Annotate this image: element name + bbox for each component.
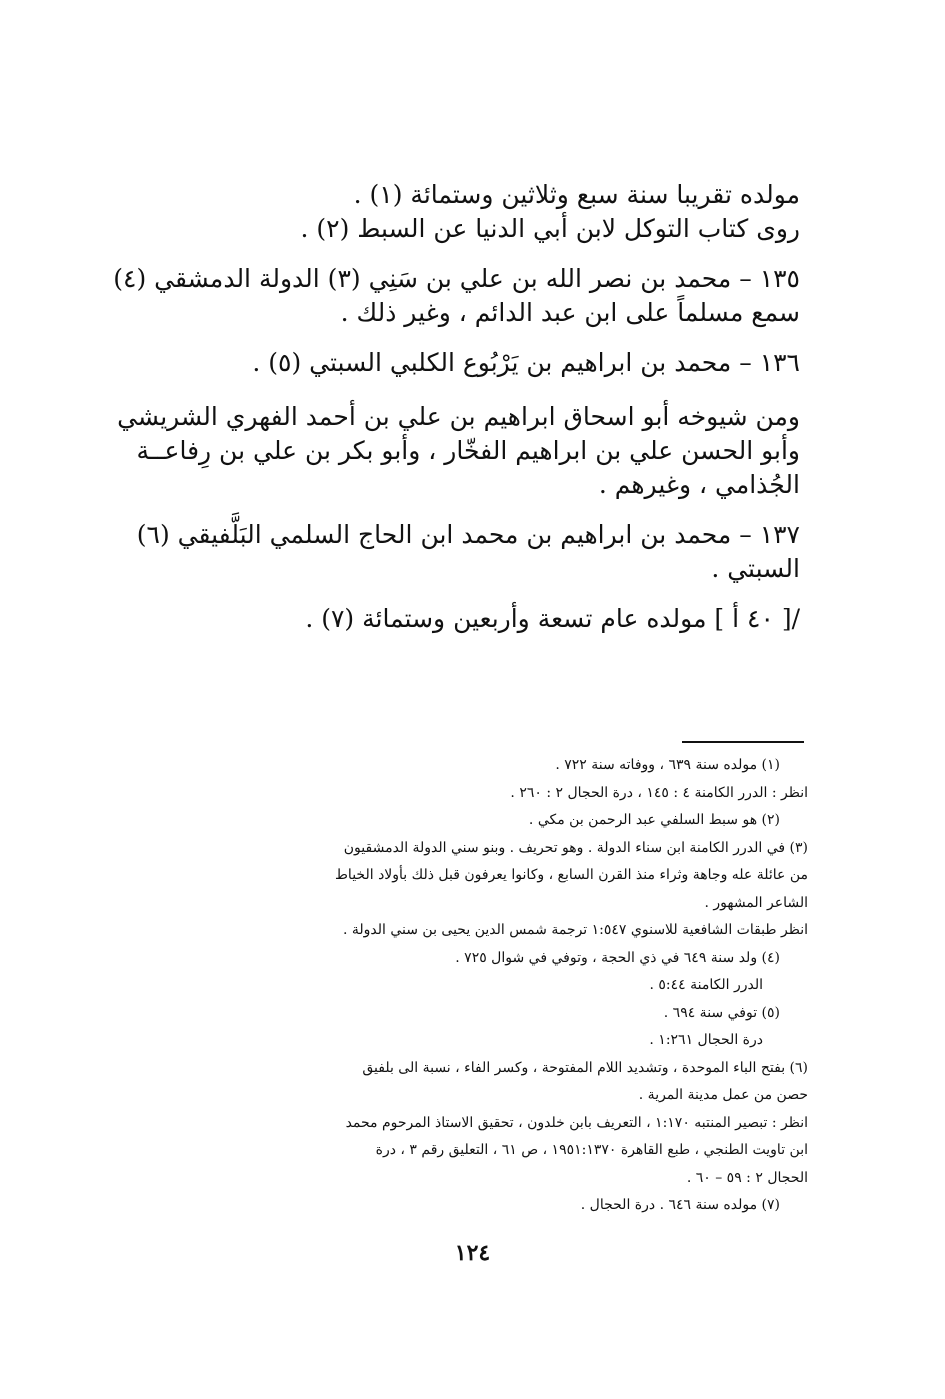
footnotes: [130, 752, 808, 1220]
main-text: [100, 178, 800, 636]
footnote-line: من عائلة عله وجاهة وثراء منذ القرن السابع ، وكانوا يعرفون قبل ذلك بأولاد الخياط: [334, 867, 808, 883]
footnote-line: (٧) مولده سنة ٦٤٦ . درة الحجال .: [580, 1197, 780, 1213]
text-line: الجُذامي ، وغيرهم .: [598, 470, 800, 499]
footnote-line: (٦) بفتح الباء الموحدة ، وتشديد اللام المفتوحة ، وكسر الفاء ، نسبة الى بلفيق: [362, 1059, 808, 1076]
footnote-line: الحجال ٢ : ٥٩ – ٦٠ .: [686, 1169, 808, 1186]
text-line: وأبو الحسن علي بن ابراهيم الفخّار ، وأبو بكر بن علي بن رِفاعــة: [136, 436, 800, 465]
text-line: ومن شيوخه أبو اسحاق ابراهيم بن علي بن أحمد الفهري الشريشي: [117, 402, 800, 431]
entry-137-heading: ١٣٧ – محمد بن ابراهيم بن محمد ابن الحاج السلمي البَلَّفيقي (٦): [136, 520, 800, 549]
text-line: سمع مسلماً على ابن عبد الدائم ، وغير ذلك .: [340, 298, 800, 327]
footnote-line: حصن من عمل مدينة المرية .: [638, 1087, 808, 1103]
footnote-line: انظر : تبصير المنتبه ١:١٧٠ ، التعريف بابن خلدون ، تحقيق الاستاذ المرحوم محمد: [345, 1114, 808, 1131]
entry-135-heading: ١٣٥ – محمد بن نصر الله بن علي بن سَنِي (٣) الدولة الدمشقي (٤): [113, 264, 800, 293]
footnote-line: (١) مولده سنة ٦٣٩ ، ووفاته سنة ٧٢٢ .: [555, 757, 780, 773]
footnote-line: (٣) في الدرر الكامنة ابن سناء الدولة . وهو تحريف . وبنو سني الدولة الدمشقيون: [343, 839, 808, 856]
footnote-line: ابن تاويت الطنجي ، طبع القاهرة ١٩٥١:١٣٧٠ ، ص ٦١ ، التعليق رقم ٣ ، درة: [375, 1142, 808, 1158]
footnote-line: (٢) هو سبط السلفي عبد الرحمن بن مكي .: [528, 812, 780, 828]
footnote-line: (٤) ولد سنة ٦٤٩ في ذي الحجة ، وتوفي في شوال ٧٢٥ .: [455, 949, 780, 966]
footnote-line: الدرر الكامنة ٥:٤٤ .: [649, 977, 763, 993]
entry-136-heading: ١٣٦ – محمد بن ابراهيم بن يَرْبُوع الكلبي السبتي (٥) .: [252, 348, 800, 377]
footnote-divider: [682, 741, 804, 743]
footnote-line: (٥) توفي سنة ٦٩٤ .: [663, 1004, 780, 1021]
text-line: /[ ٤٠ أ ] مولده عام تسعة وأربعين وستمائة (٧) .: [305, 604, 800, 633]
text-line: مولده تقريبا سنة سبع وثلاثين وستمائة (١) .: [353, 180, 800, 209]
text-line: روى كتاب التوكل لابن أبي الدنيا عن السبط (٢) .: [300, 214, 800, 243]
page-number: ١٢٤: [454, 1240, 491, 1266]
footnote-line: انظر : الدرر الكامنة ٤ : ١٤٥ ، درة الحجال ٢ : ٢٦٠ .: [510, 784, 808, 801]
footnote-line: درة الحجال ١:٢٦١ .: [649, 1032, 763, 1048]
footnote-line: انظر طبقات الشافعية للاسنوي ١:٥٤٧ ترجمة شمس الدين يحيى بن سني الدولة .: [342, 922, 808, 938]
footnote-line: الشاعر المشهور .: [704, 894, 808, 911]
text-line: السبتي .: [711, 554, 800, 583]
